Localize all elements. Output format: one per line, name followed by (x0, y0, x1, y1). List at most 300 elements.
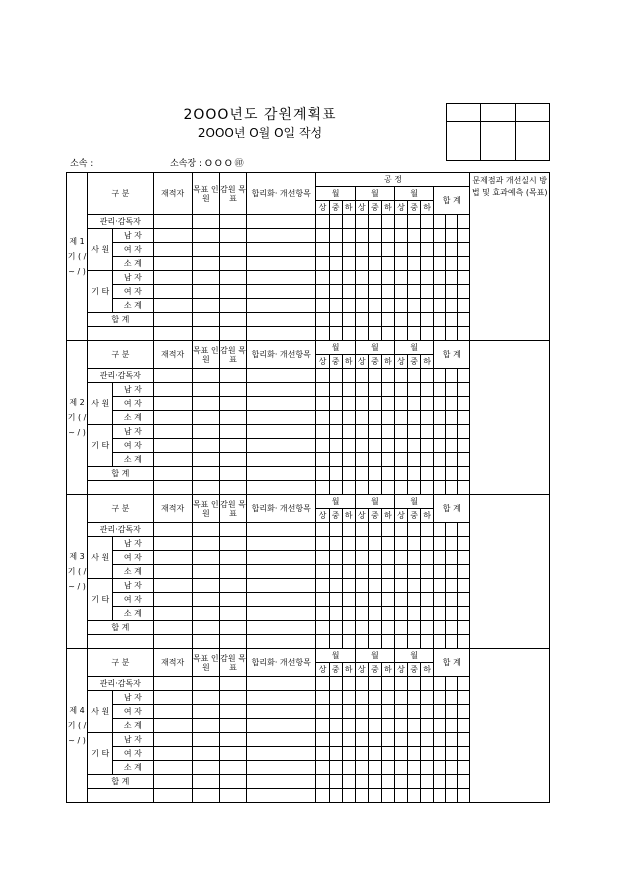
entry-cell[interactable] (247, 621, 316, 635)
entry-cell[interactable] (408, 691, 421, 705)
entry-cell[interactable] (219, 369, 246, 383)
entry-cell[interactable] (368, 593, 381, 607)
entry-cell[interactable] (434, 537, 446, 551)
entry-cell[interactable] (458, 383, 470, 397)
entry-cell[interactable] (421, 453, 434, 467)
entry-cell[interactable] (446, 551, 458, 565)
entry-cell[interactable] (381, 733, 394, 747)
entry-cell[interactable] (446, 705, 458, 719)
entry-cell[interactable] (355, 579, 368, 593)
entry-cell[interactable] (329, 299, 342, 313)
entry-cell[interactable] (394, 593, 407, 607)
entry-cell[interactable] (368, 537, 381, 551)
entry-cell[interactable] (153, 439, 192, 453)
entry-cell[interactable] (342, 481, 355, 495)
entry-cell[interactable] (247, 425, 316, 439)
entry-cell[interactable] (316, 677, 329, 691)
entry-cell[interactable] (316, 691, 329, 705)
entry-cell[interactable] (446, 677, 458, 691)
entry-cell[interactable] (394, 691, 407, 705)
entry-cell[interactable] (192, 271, 219, 285)
entry-cell[interactable] (394, 761, 407, 775)
entry-cell[interactable] (368, 271, 381, 285)
entry-cell[interactable] (153, 285, 192, 299)
entry-cell[interactable] (355, 369, 368, 383)
entry-cell[interactable] (434, 313, 446, 327)
entry-cell[interactable] (368, 425, 381, 439)
entry-cell[interactable] (368, 285, 381, 299)
entry-cell[interactable] (219, 257, 246, 271)
entry-cell[interactable] (342, 425, 355, 439)
entry-cell[interactable] (446, 383, 458, 397)
entry-cell[interactable] (381, 789, 394, 803)
entry-cell[interactable] (355, 271, 368, 285)
entry-cell[interactable] (219, 719, 246, 733)
entry-cell[interactable] (355, 747, 368, 761)
entry-cell[interactable] (408, 565, 421, 579)
entry-cell[interactable] (219, 565, 246, 579)
entry-cell[interactable] (446, 747, 458, 761)
entry-cell[interactable] (316, 229, 329, 243)
entry-cell[interactable] (381, 705, 394, 719)
entry-cell[interactable] (421, 677, 434, 691)
entry-cell[interactable] (394, 285, 407, 299)
entry-cell[interactable] (421, 775, 434, 789)
entry-cell[interactable] (355, 537, 368, 551)
entry-cell[interactable] (342, 299, 355, 313)
entry-cell[interactable] (192, 257, 219, 271)
entry-cell[interactable] (219, 747, 246, 761)
entry-cell[interactable] (247, 439, 316, 453)
entry-cell[interactable] (446, 257, 458, 271)
entry-cell[interactable] (192, 481, 219, 495)
entry-cell[interactable] (394, 467, 407, 481)
entry-cell[interactable] (316, 551, 329, 565)
entry-cell[interactable] (329, 523, 342, 537)
entry-cell[interactable] (316, 467, 329, 481)
entry-cell[interactable] (368, 747, 381, 761)
entry-cell[interactable] (368, 523, 381, 537)
entry-cell[interactable] (381, 411, 394, 425)
entry-cell[interactable] (446, 313, 458, 327)
entry-cell[interactable] (394, 383, 407, 397)
entry-cell[interactable] (192, 691, 219, 705)
entry-cell[interactable] (446, 243, 458, 257)
entry-cell[interactable] (342, 607, 355, 621)
entry-cell[interactable] (316, 579, 329, 593)
entry-cell[interactable] (247, 285, 316, 299)
entry-cell[interactable] (421, 635, 434, 649)
entry-cell[interactable] (381, 593, 394, 607)
entry-cell[interactable] (381, 313, 394, 327)
entry-cell[interactable] (329, 565, 342, 579)
entry-cell[interactable] (247, 313, 316, 327)
entry-cell[interactable] (434, 691, 446, 705)
entry-cell[interactable] (458, 579, 470, 593)
entry-cell[interactable] (247, 299, 316, 313)
entry-cell[interactable] (368, 215, 381, 229)
entry-cell[interactable] (394, 719, 407, 733)
entry-cell[interactable] (153, 397, 192, 411)
entry-cell[interactable] (316, 285, 329, 299)
entry-cell[interactable] (329, 677, 342, 691)
entry-cell[interactable] (458, 593, 470, 607)
entry-cell[interactable] (446, 789, 458, 803)
entry-cell[interactable] (381, 257, 394, 271)
entry-cell[interactable] (458, 607, 470, 621)
entry-cell[interactable] (381, 229, 394, 243)
entry-cell[interactable] (408, 621, 421, 635)
entry-cell[interactable] (329, 397, 342, 411)
entry-cell[interactable] (247, 481, 316, 495)
entry-cell[interactable] (219, 537, 246, 551)
entry-cell[interactable] (381, 551, 394, 565)
entry-cell[interactable] (434, 789, 446, 803)
entry-cell[interactable] (329, 425, 342, 439)
entry-cell[interactable] (381, 271, 394, 285)
entry-cell[interactable] (446, 215, 458, 229)
entry-cell[interactable] (219, 467, 246, 481)
entry-cell[interactable] (408, 411, 421, 425)
entry-cell[interactable] (192, 565, 219, 579)
entry-cell[interactable] (458, 523, 470, 537)
entry-cell[interactable] (342, 397, 355, 411)
entry-cell[interactable] (394, 551, 407, 565)
entry-cell[interactable] (421, 481, 434, 495)
entry-cell[interactable] (434, 257, 446, 271)
entry-cell[interactable] (219, 439, 246, 453)
entry-cell[interactable] (192, 551, 219, 565)
entry-cell[interactable] (421, 425, 434, 439)
entry-cell[interactable] (458, 453, 470, 467)
entry-cell[interactable] (342, 677, 355, 691)
entry-cell[interactable] (329, 789, 342, 803)
entry-cell[interactable] (329, 621, 342, 635)
entry-cell[interactable] (421, 411, 434, 425)
entry-cell[interactable] (355, 327, 368, 341)
entry-cell[interactable] (394, 425, 407, 439)
entry-cell[interactable] (381, 747, 394, 761)
entry-cell[interactable] (192, 285, 219, 299)
entry-cell[interactable] (219, 621, 246, 635)
entry-cell[interactable] (394, 215, 407, 229)
entry-cell[interactable] (458, 635, 470, 649)
entry-cell[interactable] (192, 733, 219, 747)
entry-cell[interactable] (421, 257, 434, 271)
entry-cell[interactable] (153, 369, 192, 383)
entry-cell[interactable] (192, 523, 219, 537)
entry-cell[interactable] (342, 467, 355, 481)
entry-cell[interactable] (192, 607, 219, 621)
entry-cell[interactable] (342, 705, 355, 719)
entry-cell[interactable] (381, 285, 394, 299)
entry-cell[interactable] (329, 719, 342, 733)
entry-cell[interactable] (408, 579, 421, 593)
entry-cell[interactable] (153, 481, 192, 495)
entry-cell[interactable] (355, 397, 368, 411)
entry-cell[interactable] (342, 453, 355, 467)
entry-cell[interactable] (381, 243, 394, 257)
entry-cell[interactable] (458, 299, 470, 313)
entry-cell[interactable] (316, 607, 329, 621)
entry-cell[interactable] (329, 215, 342, 229)
entry-cell[interactable] (247, 215, 316, 229)
entry-cell[interactable] (329, 285, 342, 299)
entry-cell[interactable] (219, 243, 246, 257)
entry-cell[interactable] (446, 439, 458, 453)
entry-cell[interactable] (219, 481, 246, 495)
entry-cell[interactable] (329, 635, 342, 649)
entry-cell[interactable] (394, 733, 407, 747)
entry-cell[interactable] (434, 551, 446, 565)
entry-cell[interactable] (408, 425, 421, 439)
entry-cell[interactable] (153, 691, 192, 705)
entry-cell[interactable] (394, 257, 407, 271)
entry-cell[interactable] (394, 635, 407, 649)
entry-cell[interactable] (355, 593, 368, 607)
entry-cell[interactable] (458, 677, 470, 691)
entry-cell[interactable] (342, 243, 355, 257)
entry-cell[interactable] (219, 691, 246, 705)
entry-cell[interactable] (434, 243, 446, 257)
entry-cell[interactable] (247, 565, 316, 579)
entry-cell[interactable] (368, 369, 381, 383)
entry-cell[interactable] (368, 257, 381, 271)
entry-cell[interactable] (247, 229, 316, 243)
entry-cell[interactable] (381, 635, 394, 649)
entry-cell[interactable] (355, 453, 368, 467)
entry-cell[interactable] (368, 775, 381, 789)
entry-cell[interactable] (368, 635, 381, 649)
entry-cell[interactable] (192, 299, 219, 313)
entry-cell[interactable] (342, 789, 355, 803)
entry-cell[interactable] (329, 313, 342, 327)
entry-cell[interactable] (247, 271, 316, 285)
entry-cell[interactable] (434, 229, 446, 243)
entry-cell[interactable] (342, 369, 355, 383)
entry-cell[interactable] (368, 551, 381, 565)
entry-cell[interactable] (408, 733, 421, 747)
entry-cell[interactable] (329, 705, 342, 719)
entry-cell[interactable] (153, 607, 192, 621)
entry-cell[interactable] (368, 789, 381, 803)
entry-cell[interactable] (434, 747, 446, 761)
entry-cell[interactable] (434, 761, 446, 775)
entry-cell[interactable] (192, 537, 219, 551)
entry-cell[interactable] (421, 229, 434, 243)
entry-cell[interactable] (355, 481, 368, 495)
entry-cell[interactable] (316, 537, 329, 551)
entry-cell[interactable] (342, 565, 355, 579)
entry-cell[interactable] (368, 229, 381, 243)
entry-cell[interactable] (219, 411, 246, 425)
entry-cell[interactable] (446, 761, 458, 775)
entry-cell[interactable] (446, 565, 458, 579)
entry-cell[interactable] (247, 719, 316, 733)
entry-cell[interactable] (368, 411, 381, 425)
entry-cell[interactable] (219, 327, 246, 341)
entry-cell[interactable] (421, 215, 434, 229)
entry-cell[interactable] (153, 327, 192, 341)
entry-cell[interactable] (192, 383, 219, 397)
entry-cell[interactable] (355, 257, 368, 271)
entry-cell[interactable] (342, 635, 355, 649)
entry-cell[interactable] (219, 677, 246, 691)
entry-cell[interactable] (153, 215, 192, 229)
entry-cell[interactable] (247, 607, 316, 621)
entry-cell[interactable] (434, 677, 446, 691)
entry-cell[interactable] (153, 411, 192, 425)
entry-cell[interactable] (381, 481, 394, 495)
entry-cell[interactable] (394, 481, 407, 495)
entry-cell[interactable] (446, 593, 458, 607)
entry-cell[interactable] (342, 229, 355, 243)
entry-cell[interactable] (408, 551, 421, 565)
entry-cell[interactable] (421, 691, 434, 705)
entry-cell[interactable] (381, 453, 394, 467)
entry-cell[interactable] (342, 733, 355, 747)
entry-cell[interactable] (192, 397, 219, 411)
entry-cell[interactable] (329, 607, 342, 621)
entry-cell[interactable] (192, 369, 219, 383)
entry-cell[interactable] (458, 719, 470, 733)
entry-cell[interactable] (153, 635, 192, 649)
entry-cell[interactable] (153, 747, 192, 761)
entry-cell[interactable] (316, 565, 329, 579)
entry-cell[interactable] (342, 761, 355, 775)
entry-cell[interactable] (446, 607, 458, 621)
entry-cell[interactable] (192, 677, 219, 691)
entry-cell[interactable] (329, 411, 342, 425)
entry-cell[interactable] (421, 285, 434, 299)
entry-cell[interactable] (368, 565, 381, 579)
entry-cell[interactable] (394, 621, 407, 635)
entry-cell[interactable] (394, 327, 407, 341)
entry-cell[interactable] (329, 481, 342, 495)
entry-cell[interactable] (355, 607, 368, 621)
entry-cell[interactable] (342, 523, 355, 537)
entry-cell[interactable] (247, 775, 316, 789)
entry-cell[interactable] (434, 467, 446, 481)
entry-cell[interactable] (434, 453, 446, 467)
entry-cell[interactable] (458, 551, 470, 565)
entry-cell[interactable] (421, 537, 434, 551)
entry-cell[interactable] (153, 761, 192, 775)
entry-cell[interactable] (381, 523, 394, 537)
entry-cell[interactable] (219, 453, 246, 467)
entry-cell[interactable] (381, 537, 394, 551)
entry-cell[interactable] (368, 579, 381, 593)
entry-cell[interactable] (458, 775, 470, 789)
entry-cell[interactable] (192, 467, 219, 481)
entry-cell[interactable] (368, 439, 381, 453)
entry-cell[interactable] (316, 257, 329, 271)
entry-cell[interactable] (446, 481, 458, 495)
entry-cell[interactable] (446, 229, 458, 243)
entry-cell[interactable] (434, 425, 446, 439)
entry-cell[interactable] (434, 271, 446, 285)
entry-cell[interactable] (329, 551, 342, 565)
entry-cell[interactable] (381, 425, 394, 439)
entry-cell[interactable] (316, 789, 329, 803)
entry-cell[interactable] (329, 271, 342, 285)
entry-cell[interactable] (408, 215, 421, 229)
entry-cell[interactable] (342, 579, 355, 593)
entry-cell[interactable] (219, 397, 246, 411)
entry-cell[interactable] (219, 425, 246, 439)
entry-cell[interactable] (355, 299, 368, 313)
entry-cell[interactable] (342, 313, 355, 327)
entry-cell[interactable] (153, 775, 192, 789)
entry-cell[interactable] (434, 215, 446, 229)
entry-cell[interactable] (368, 327, 381, 341)
entry-cell[interactable] (342, 551, 355, 565)
entry-cell[interactable] (446, 285, 458, 299)
entry-cell[interactable] (394, 747, 407, 761)
entry-cell[interactable] (219, 313, 246, 327)
entry-cell[interactable] (247, 593, 316, 607)
entry-cell[interactable] (219, 551, 246, 565)
entry-cell[interactable] (316, 761, 329, 775)
entry-cell[interactable] (434, 635, 446, 649)
entry-cell[interactable] (408, 313, 421, 327)
entry-cell[interactable] (421, 369, 434, 383)
entry-cell[interactable] (368, 719, 381, 733)
entry-cell[interactable] (434, 299, 446, 313)
entry-cell[interactable] (446, 467, 458, 481)
entry-cell[interactable] (219, 733, 246, 747)
entry-cell[interactable] (342, 593, 355, 607)
entry-cell[interactable] (458, 313, 470, 327)
entry-cell[interactable] (381, 299, 394, 313)
entry-cell[interactable] (446, 635, 458, 649)
entry-cell[interactable] (446, 579, 458, 593)
entry-cell[interactable] (381, 621, 394, 635)
entry-cell[interactable] (192, 439, 219, 453)
entry-cell[interactable] (421, 747, 434, 761)
entry-cell[interactable] (408, 285, 421, 299)
entry-cell[interactable] (342, 747, 355, 761)
entry-cell[interactable] (329, 383, 342, 397)
entry-cell[interactable] (153, 705, 192, 719)
entry-cell[interactable] (394, 705, 407, 719)
entry-cell[interactable] (329, 439, 342, 453)
entry-cell[interactable] (394, 299, 407, 313)
entry-cell[interactable] (355, 285, 368, 299)
entry-cell[interactable] (316, 243, 329, 257)
entry-cell[interactable] (368, 453, 381, 467)
entry-cell[interactable] (247, 705, 316, 719)
entry-cell[interactable] (446, 369, 458, 383)
entry-cell[interactable] (247, 635, 316, 649)
entry-cell[interactable] (247, 327, 316, 341)
entry-cell[interactable] (446, 397, 458, 411)
entry-cell[interactable] (329, 243, 342, 257)
entry-cell[interactable] (368, 299, 381, 313)
entry-cell[interactable] (394, 313, 407, 327)
entry-cell[interactable] (192, 579, 219, 593)
entry-cell[interactable] (329, 761, 342, 775)
entry-cell[interactable] (434, 593, 446, 607)
entry-cell[interactable] (408, 593, 421, 607)
entry-cell[interactable] (381, 369, 394, 383)
entry-cell[interactable] (329, 453, 342, 467)
entry-cell[interactable] (458, 621, 470, 635)
entry-cell[interactable] (192, 635, 219, 649)
entry-cell[interactable] (458, 243, 470, 257)
entry-cell[interactable] (342, 411, 355, 425)
entry-cell[interactable] (355, 789, 368, 803)
